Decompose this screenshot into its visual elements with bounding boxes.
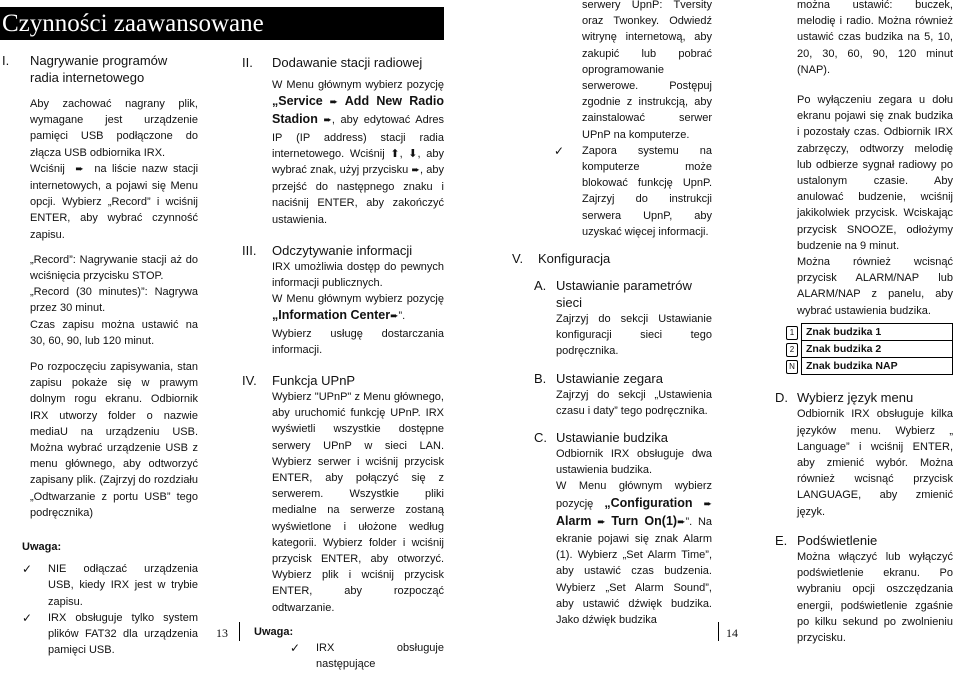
paragraph: Zajrzyj do sekcji „Ustawienia czasu i daty” tego podręcznika. <box>556 388 712 417</box>
column-4 <box>775 0 953 646</box>
menu-path: „Information Center <box>272 308 391 323</box>
heading-number: II. <box>242 55 253 70</box>
page-divider <box>239 622 240 641</box>
paragraph-text: , aby przejść do następnego znaku i naciśnij ENTER, aby zakończyć ustawienia. <box>272 164 444 226</box>
note-item <box>290 640 444 672</box>
menu-path: „Service <box>272 94 323 109</box>
table-row <box>783 341 953 358</box>
heading-number: E. <box>775 532 788 548</box>
heading-number: I. <box>2 53 10 68</box>
arrow-right-icon: ➨ <box>677 516 686 528</box>
heading-text: Odczytywanie informacji <box>272 242 413 258</box>
paragraph: Czas zapisu można ustawić na 30, 60, 90, lub 120 minut. <box>30 318 198 347</box>
paragraph: można ustawić: buczek, melodię i radio. Można również ustawić czas budzika na 5, 10, 20, 30, 60, 90, 120 minut (NAP). <box>797 0 953 76</box>
note-text: NIE odłączać urządzenia USB, kiedy IRX jest w trybie zapisu. <box>48 563 198 608</box>
paragraph-text: , <box>399 147 403 160</box>
column-2 <box>242 54 444 673</box>
paragraph-text: ”. <box>398 310 406 323</box>
paragraph: Można również wcisnąć przycisk ALARM/NAP lub ALARM/NAP z panelu, aby wybrać ustawienia budzika. <box>797 256 953 317</box>
heading-number: IV. <box>242 373 257 389</box>
alarm-icon-glyph: 1 <box>786 326 798 340</box>
note-item <box>22 561 198 610</box>
heading-backlight <box>775 532 953 549</box>
heading-alarm <box>534 429 712 446</box>
menu-path: Alarm <box>556 513 592 528</box>
arrow-right-icon: ➨ <box>597 516 606 528</box>
arrow-right-icon: ➨ <box>411 165 420 177</box>
page-number-right: 14 <box>726 626 738 640</box>
heading-text: Podświetlenie <box>797 532 878 548</box>
arrow-right-icon: ➨ <box>390 311 399 323</box>
heading-number: D. <box>775 390 788 406</box>
alarm-1-icon <box>783 323 802 340</box>
heading-text: Dodawanie stacji radiowej <box>272 55 423 70</box>
heading-number: C. <box>534 430 547 446</box>
table-cell: Znak budzika NAP <box>802 358 953 375</box>
checkmark-icon: ✓ <box>22 610 33 625</box>
heading-language <box>775 389 953 406</box>
section-banner: Czynności zaawansowane <box>0 7 444 40</box>
paragraph: „Record”: Nagrywanie stacji aż do wciśnięcia przycisku STOP. <box>30 253 198 283</box>
note-item <box>22 610 198 659</box>
paragraph <box>272 77 444 228</box>
heading-number: V. <box>512 251 524 267</box>
heading-information <box>242 242 444 259</box>
paragraph: Wybierz usługę dostarczania informacji. <box>272 327 444 356</box>
heading-upnp <box>242 372 444 389</box>
heading-configuration <box>512 250 712 267</box>
paragraph <box>556 478 712 628</box>
menu-path: Turn On(1) <box>611 513 678 528</box>
heading-text: Ustawianie zegara <box>556 370 663 386</box>
paragraph: serwery UpnP: Tversity oraz Twonkey. Odwiedź witrynę internetową, aby zakupić lub pobrać oprogramowanie serwerowe. Postępuj zgodnie z instrukcją, aby zainstalować serwer UPnP na komputerze. <box>582 0 712 141</box>
table-cell: Znak budzika 2 <box>802 341 953 358</box>
paragraph: Po wyłączeniu zegara u dołu ekranu pojawi się znak budzika i pozostały czas. Odbiornik IRX zabrzęczy, odtworzy melodię lub odbierze sygnał radiowy po ustalonym czasie. Aby anulować budzenie, wciśnij jakikolwiek przycisk. Wciskając przycisk SNOOZE, odłożymy budzenie na 9 minut. <box>797 94 953 252</box>
note-item <box>554 143 712 240</box>
checkmark-icon: ✓ <box>22 562 33 577</box>
paragraph-text: ”. Na ekranie pojawi się znak Alarm (1). Wybierz „Set Alarm Time”, aby ustawić czas budzenia. Wybierz „Set Alarm Sound”, aby ustawić dźwięk budzika. Jako dźwięk budzika <box>556 515 713 627</box>
paragraph-text: W Menu głównym wybierz pozycję <box>272 293 444 306</box>
note-label: Uwaga: <box>22 541 62 554</box>
page-number-left: 13 <box>216 626 228 640</box>
heading-clock <box>534 370 712 387</box>
paragraph: Odbiornik IRX obsługuje dwa ustawienia budzika. <box>556 448 712 477</box>
column-1 <box>2 52 199 659</box>
table-row <box>783 358 953 375</box>
note-text: Zapora systemu na komputerze może blokować funkcję UpnP. Zajrzyj do instrukcji serwera UpnP, aby uzyskać więcej informacji. <box>582 144 712 238</box>
alarm-2-icon <box>783 341 802 358</box>
heading-text: Ustawianie parametrów sieci <box>556 278 692 311</box>
paragraph-text: Wciśnij <box>30 162 65 175</box>
paragraph-text: W Menu głównym wybierz pozycję <box>556 480 712 510</box>
page-divider <box>718 622 719 641</box>
alarm-nap-icon <box>783 358 802 375</box>
heading-recording <box>2 52 198 86</box>
note-label: Uwaga: <box>254 625 294 638</box>
heading-text: Konfiguracja <box>538 251 611 267</box>
paragraph-text: , aby edytować Adres IP (IP address) stacji radia internetowego. Wciśnij <box>272 114 444 160</box>
paragraph <box>272 291 444 325</box>
heading-text: Ustawianie budzika <box>556 430 669 446</box>
note-text: IRX obsługuje następujące <box>316 642 444 671</box>
paragraph-text: na liście nazw stacji internetowych, a pojawi się Menu opcji. Wybierz „Record” i wciśnij ENTER, aby wybrać czynność zapisu. <box>30 162 199 241</box>
menu-path: Add New Radio Stadion <box>272 94 444 127</box>
note-text: IRX obsługuje tylko system plików FAT32 dla urządzenia pamięci USB. <box>48 611 198 657</box>
arrow-right-icon: ➨ <box>703 498 712 510</box>
heading-number: B. <box>534 370 547 386</box>
paragraph <box>30 161 198 243</box>
alarm-icon-table <box>783 323 953 376</box>
heading-network <box>534 277 712 311</box>
paragraph: IRX umożliwia dostęp do pewnych informacji publicznych. <box>272 260 444 290</box>
arrow-up-icon: ⬆ <box>390 147 400 160</box>
arrow-down-icon: ⬇ <box>408 147 418 160</box>
paragraph: Można włączyć lub wyłączyć podświetlenie ekranu. Po wybraniu opcji oszczędzania energii, podświetlenie zgaśnie po kilku sekund po zwolnieniu przycisku. <box>797 550 953 644</box>
paragraph: Aby zachować nagrany plik, wymagane jest urządzenie pamięci USB podłączone do złącza USB odbiornika IRX. <box>30 98 198 159</box>
arrow-right-icon: ➨ <box>70 163 89 175</box>
heading-number: III. <box>242 242 257 258</box>
heading-text: Wybierz język menu <box>797 390 914 406</box>
arrow-right-icon: ➨ <box>329 97 338 109</box>
paragraph-text: , aby wybrać znak, użyj przycisku <box>272 147 444 177</box>
checkmark-icon: ✓ <box>554 143 565 158</box>
heading-text: Funkcja UPnP <box>272 373 356 389</box>
alarm-icon-glyph: 2 <box>786 343 798 357</box>
table-cell: Znak budzika 1 <box>802 323 953 340</box>
paragraph-text: W Menu głównym wybierz pozycję <box>272 79 444 91</box>
paragraph: Zajrzyj do sekcji Ustawianie konfiguracji sieci tego podręcznika. <box>556 313 712 358</box>
paragraph: Odbiornik IRX obsługuje kilka języków menu. Wybierz „ Language” i wciśnij ENTER, aby zmienić wybór. Można również wcisnąć przycisk LANGUAGE, aby zmienić język. <box>797 408 953 518</box>
menu-path: „Configuration <box>604 495 693 510</box>
heading-add-station <box>242 54 444 71</box>
column-3 <box>512 0 713 628</box>
paragraph: „Record (30 minutes)”: Nagrywa przez 30 minut. <box>30 286 198 315</box>
checkmark-icon: ✓ <box>290 641 301 656</box>
heading-text: Nagrywanie programów radia internetowego <box>30 53 168 85</box>
heading-number: A. <box>534 278 547 294</box>
table-row <box>783 323 953 340</box>
arrow-right-icon: ➨ <box>323 115 332 127</box>
alarm-icon-glyph: N <box>786 360 798 374</box>
paragraph: Wybierz "UPnP" z Menu głównego, aby uruchomić funkcję UPnP. IRX wyświetli wszystkie dostępne serwery UPnP w sieci LAN. Wybierz serwer i wciśnij przycisk ENTER, aby połączyć się z serwerem. Wszystkie pliki medialne na serwerze zostaną wyświetlone i ułożone według kategorii. Wybierz folder i wciśnij przycisk ENTER, aby otworzyć. Wybierz plik i wciśnij przycisk ENTER, aby rozpocząć odtwarzanie. <box>272 391 444 614</box>
paragraph: Po rozpoczęciu zapisywania, stan zapisu pokaże się w prawym dolnym rogu ekranu. Odbiornik IRX utworzy folder o nazwie mediaU na urządzeniu USB. Można wybrać urządzenie USB z menu głównego, aby odtworzyć zapisany plik. (Zajrzyj do rozdziału „Odtwarzanie z portu USB” tego podręcznika) <box>30 361 198 519</box>
